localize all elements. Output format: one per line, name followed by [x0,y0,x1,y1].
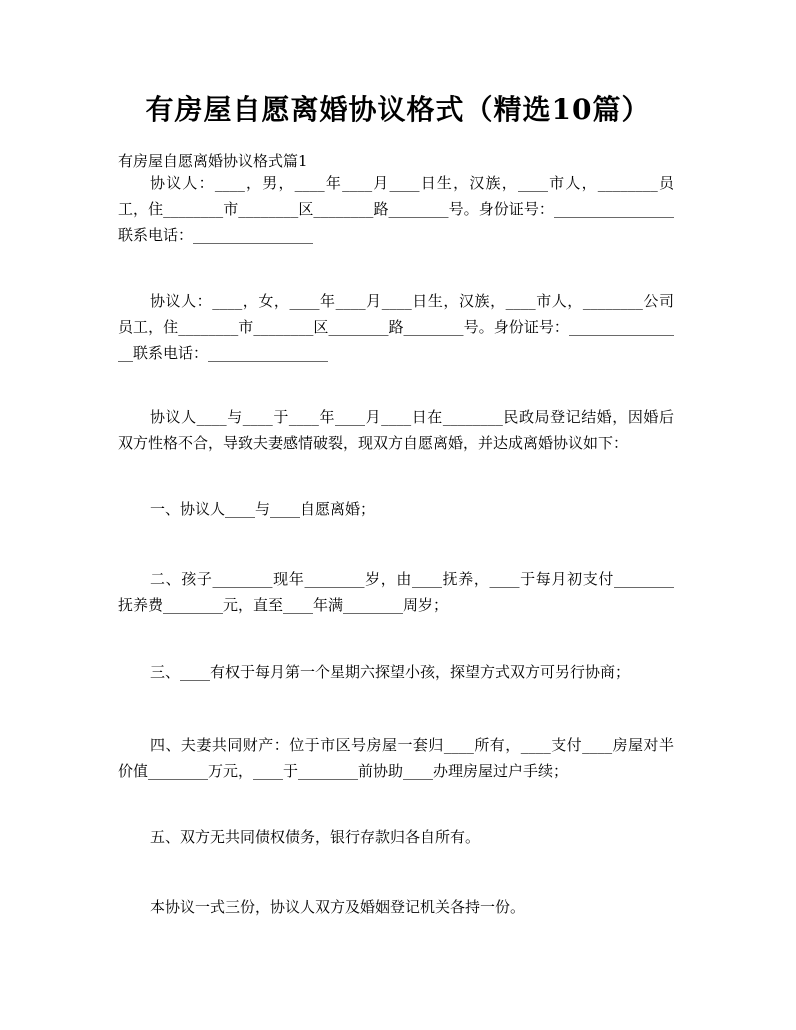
closing-paragraph: 本协议一式三份，协议人双方及婚姻登记机关各持一份。 [150,898,526,916]
clause-3: 三、____有权于每月第一个星期六探望小孩，探望方式双方可另行协商； [150,663,631,681]
paragraph-marriage-info: 协议人____与____于____年____月____日在________民政局登记结婚，因婚后双方性格不合，导致夫妻感情破裂，现双方自愿离婚，并达成离婚协议如下： [118,408,674,452]
clause-4: 四、夫妻共同财产：位于市区号房屋一套归____所有，____支付____房屋对半价值________万元，____于________前协助____办理房屋过户手续； [118,736,674,780]
clause-2: 二、孩子________现年________岁，由____抚养，____于每月初支付________抚养费________元，直至____年满________周岁； [118,570,674,614]
document-title: 有房屋自愿离婚协议格式（精选10篇） [145,93,651,126]
clause-5: 五、双方无共同债权债务，银行存款归各自所有。 [150,828,481,846]
paragraph-party-male: 协议人：____，男，____年____月____日生，汉族，____市人，________员工，住________市________区________路________号。身份证号：________________联系电话：________________ [118,174,674,244]
clause-1: 一、协议人____与____自愿离婚； [150,500,376,518]
paragraph-party-female: 协议人：____，女，____年____月____日生，汉族，____市人，________公司员工，住________市________区________路________号。身份证号：________________联系电话：________________ [118,292,674,362]
section-title: 有房屋自愿离婚协议格式篇1 [118,152,308,170]
